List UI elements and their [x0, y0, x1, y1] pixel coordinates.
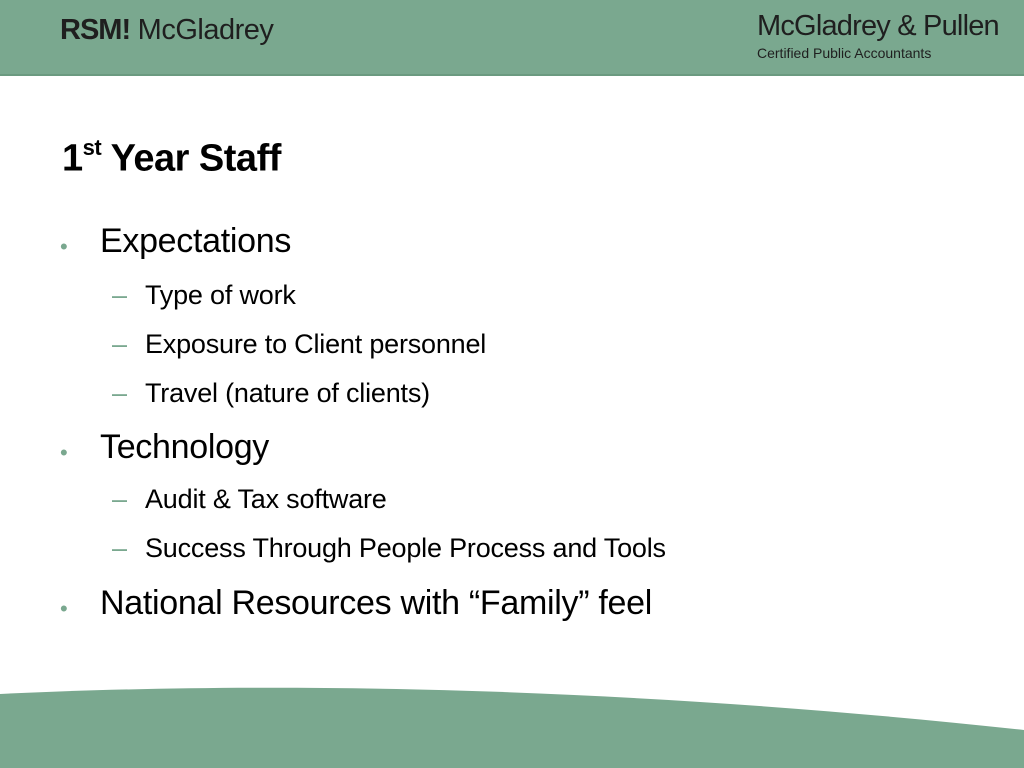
logo-mcgladrey: McGladrey: [137, 14, 274, 46]
dash-icon: –: [112, 329, 127, 359]
sub-bullet-text: Audit & Tax software: [145, 484, 387, 514]
bullet-text: National Resources with “Family” feel: [100, 584, 652, 622]
footer-wave: [0, 680, 1024, 768]
sub-bullet-text: Success Through People Process and Tools: [145, 533, 666, 563]
slide-title: [62, 137, 281, 181]
title-superscript: st: [82, 135, 102, 160]
bullet-text: Technology: [100, 428, 270, 466]
bullet-text: Expectations: [100, 222, 292, 260]
mcgladrey-pullen-logo: [757, 10, 999, 62]
dash-icon: –: [112, 533, 127, 563]
dash-icon: –: [112, 484, 127, 514]
title-prefix: 1: [62, 137, 83, 180]
sub-bullet-text: Type of work: [145, 280, 296, 310]
dash-icon: –: [112, 280, 127, 310]
footer-wave-shape: [0, 688, 1024, 768]
logo-rsm: RSM!: [60, 14, 131, 46]
sub-bullet-text: Travel (nature of clients): [145, 378, 430, 408]
logo-tagline: Certified Public Accountants: [757, 45, 932, 61]
title-rest: Year Staff: [101, 137, 281, 180]
logo-firm-name: McGladrey & Pullen: [757, 10, 999, 42]
header-banner: [0, 0, 1024, 76]
sub-bullet-text: Exposure to Client personnel: [145, 329, 487, 359]
bullet-dot-icon: •: [60, 440, 68, 465]
bullet-dot-icon: •: [60, 596, 68, 621]
dash-icon: –: [112, 378, 127, 408]
bullet-dot-icon: •: [60, 234, 68, 259]
rsm-mcgladrey-logo: [60, 14, 273, 47]
